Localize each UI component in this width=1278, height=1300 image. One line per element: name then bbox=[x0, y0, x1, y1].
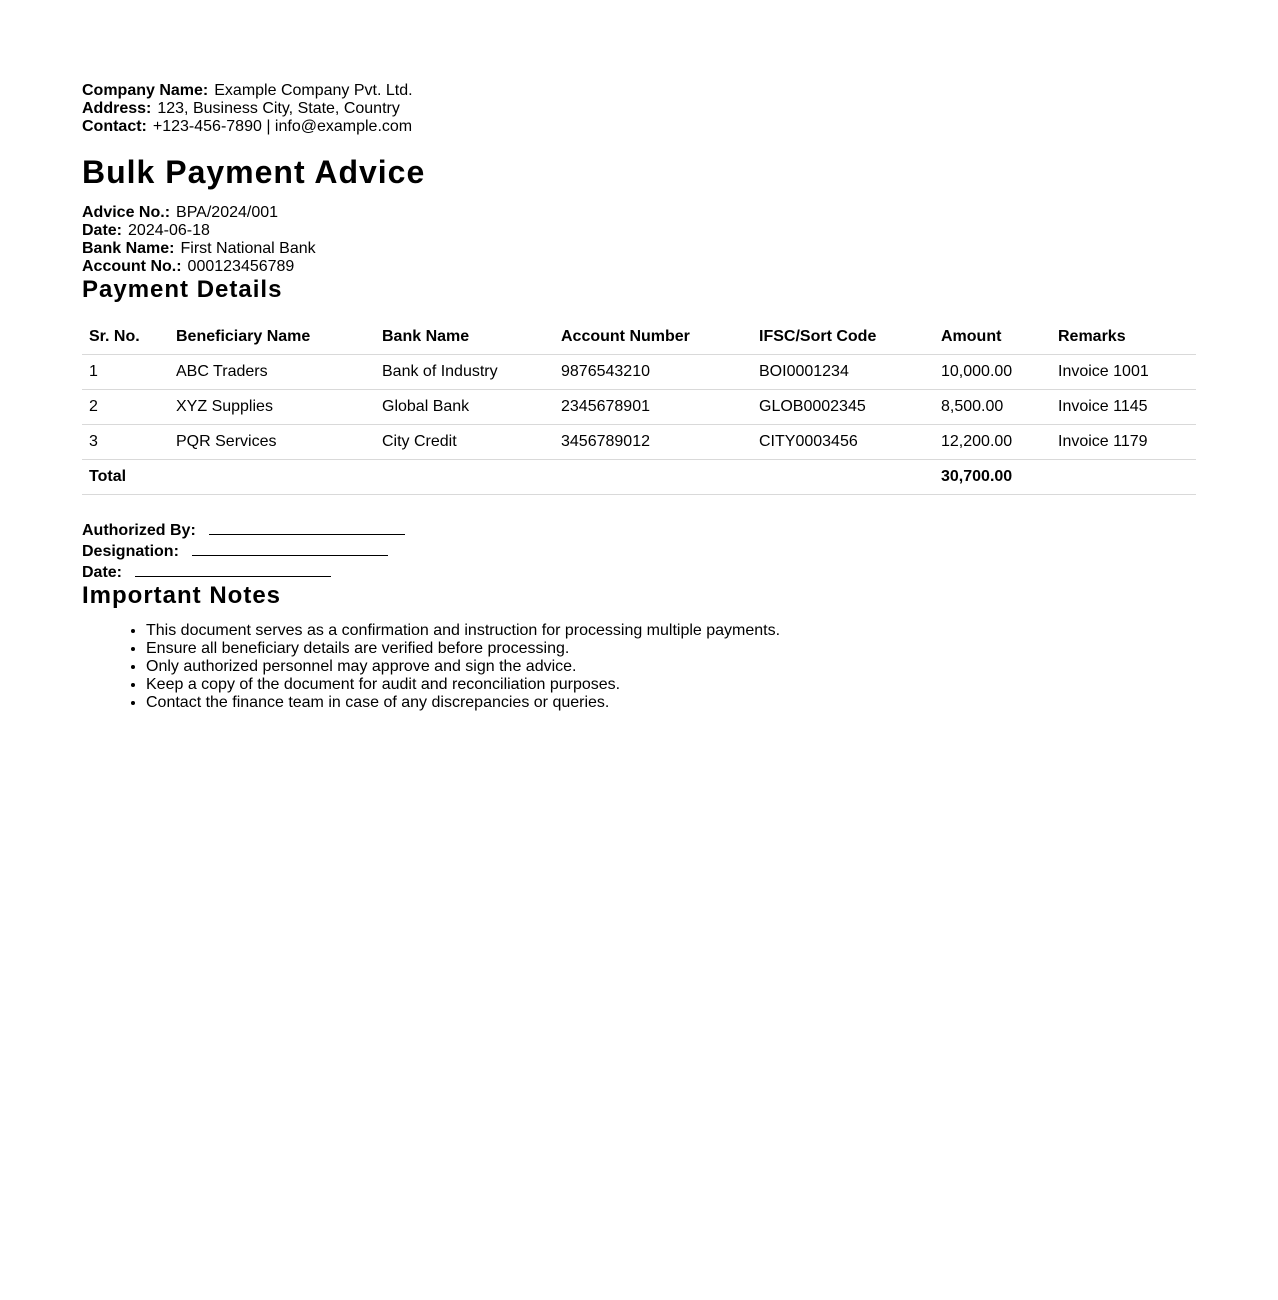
column-header: Beneficiary Name bbox=[169, 320, 375, 355]
bank-name-value: First National Bank bbox=[180, 240, 316, 257]
table-cell bbox=[554, 460, 752, 495]
company-name-row bbox=[82, 82, 1196, 100]
page-title: Bulk Payment Advice bbox=[82, 154, 426, 190]
table-cell bbox=[169, 460, 375, 495]
list-item: • Keep a copy of the document for audit and reconciliation purposes. bbox=[146, 676, 1196, 694]
table-cell: ABC Traders bbox=[169, 355, 375, 390]
advice-no-row bbox=[82, 204, 1196, 222]
table-cell: 9876543210 bbox=[554, 355, 752, 390]
signoff-date-label: Date: bbox=[82, 564, 123, 581]
table-cell: 1 bbox=[82, 355, 169, 390]
signoff-date-line bbox=[135, 561, 331, 577]
table-cell: Bank of Industry bbox=[375, 355, 554, 390]
advice-date-row bbox=[82, 222, 1196, 240]
bank-name-row bbox=[82, 240, 1196, 258]
total-amount: 30,700.00 bbox=[934, 460, 1051, 495]
table-cell: 8,500.00 bbox=[934, 390, 1051, 425]
company-contact-value: +123-456-7890 | info@example.com bbox=[152, 118, 413, 135]
company-address-label: Address: bbox=[82, 100, 152, 117]
designation-signature-line bbox=[192, 540, 388, 556]
company-contact-label: Contact: bbox=[82, 118, 147, 135]
designation-label: Designation: bbox=[82, 543, 179, 560]
total-row bbox=[82, 460, 1196, 495]
table-header-row bbox=[82, 320, 1196, 355]
table-cell: CITY0003456 bbox=[752, 425, 934, 460]
table-cell: BOI0001234 bbox=[752, 355, 934, 390]
company-info bbox=[82, 82, 1196, 136]
company-name-label: Company Name: bbox=[82, 82, 209, 99]
list-item: • Only authorized personnel may approve and sign the advice. bbox=[146, 658, 1196, 676]
column-header: Amount bbox=[934, 320, 1051, 355]
table-cell: 3456789012 bbox=[554, 425, 752, 460]
table-cell: Invoice 1001 bbox=[1051, 355, 1196, 390]
authorized-by-row bbox=[82, 519, 1196, 540]
table-cell bbox=[1051, 460, 1196, 495]
company-address-value: 123, Business City, State, Country bbox=[157, 100, 400, 117]
authorized-by-signature-line bbox=[209, 519, 405, 535]
notes-list bbox=[82, 622, 1196, 712]
company-contact-row bbox=[82, 118, 1196, 136]
advice-info bbox=[82, 204, 1196, 276]
advice-date-value: 2024-06-18 bbox=[128, 222, 210, 239]
important-notes-heading: Important Notes bbox=[82, 582, 282, 609]
table-cell: GLOB0002345 bbox=[752, 390, 934, 425]
table-cell: 2 bbox=[82, 390, 169, 425]
table-cell: City Credit bbox=[375, 425, 554, 460]
payment-table bbox=[82, 320, 1196, 495]
column-header: Sr. No. bbox=[82, 320, 169, 355]
column-header: Remarks bbox=[1051, 320, 1196, 355]
table-cell: 3 bbox=[82, 425, 169, 460]
payment-details-heading: Payment Details bbox=[82, 276, 283, 303]
table-cell: Global Bank bbox=[375, 390, 554, 425]
authorized-by-label: Authorized By: bbox=[82, 522, 196, 539]
list-item: • Ensure all beneficiary details are verified before processing. bbox=[146, 640, 1196, 658]
column-header: Bank Name bbox=[375, 320, 554, 355]
table-cell: Invoice 1145 bbox=[1051, 390, 1196, 425]
table-cell: PQR Services bbox=[169, 425, 375, 460]
advice-no-value: BPA/2024/001 bbox=[176, 204, 279, 221]
table-row bbox=[82, 355, 1196, 390]
column-header: IFSC/Sort Code bbox=[752, 320, 934, 355]
bank-name-label: Bank Name: bbox=[82, 240, 175, 257]
table-cell: 12,200.00 bbox=[934, 425, 1051, 460]
account-no-row bbox=[82, 258, 1196, 276]
table-cell: XYZ Supplies bbox=[169, 390, 375, 425]
total-label: Total bbox=[82, 460, 169, 495]
signoff-section bbox=[82, 519, 1196, 582]
advice-no-label: Advice No.: bbox=[82, 204, 171, 221]
table-cell: Invoice 1179 bbox=[1051, 425, 1196, 460]
column-header: Account Number bbox=[554, 320, 752, 355]
account-no-value: 000123456789 bbox=[187, 258, 295, 275]
company-name-value: Example Company Pvt. Ltd. bbox=[214, 82, 413, 99]
list-item: • Contact the finance team in case of any discrepancies or queries. bbox=[146, 694, 1196, 712]
document-page bbox=[82, 82, 1196, 712]
table-cell: 10,000.00 bbox=[934, 355, 1051, 390]
table-row bbox=[82, 390, 1196, 425]
advice-date-label: Date: bbox=[82, 222, 123, 239]
designation-row bbox=[82, 540, 1196, 561]
table-row bbox=[82, 425, 1196, 460]
table-cell bbox=[375, 460, 554, 495]
account-no-label: Account No.: bbox=[82, 258, 182, 275]
table-cell: 2345678901 bbox=[554, 390, 752, 425]
signoff-date-row bbox=[82, 561, 1196, 582]
company-address-row bbox=[82, 100, 1196, 118]
list-item: • This document serves as a confirmation and instruction for processing multiple payments. bbox=[146, 622, 1196, 640]
table-cell bbox=[752, 460, 934, 495]
